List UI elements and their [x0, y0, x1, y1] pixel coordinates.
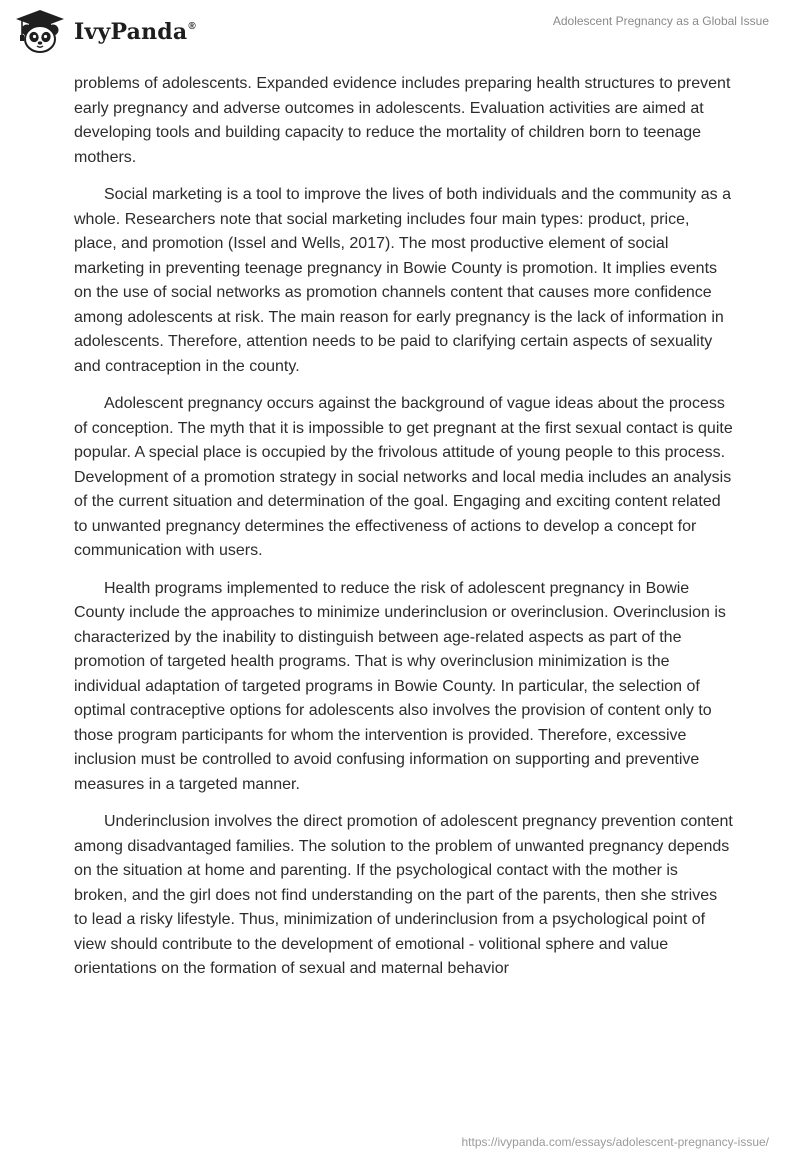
paragraph: Health programs implemented to reduce the risk of adolescent pregnancy in Bowie County include the approaches to minimize underinclusion or overinclusion. Overinclusion is characterized by the inability to distinguish between age-related aspects as part of the promotion of targeted health programs. That is why overinclusion minimization is the individual adaptation of targeted programs in Bowie County. In particular, the selection of optimal contraceptive options for adolescents also involves the provision of content only to those program participants for whom the intervention is provided. Therefore, excessive inclusion must be controlled to avoid confusing information on supporting and preventive measures in a targeted manner. — [74, 579, 726, 793]
paragraph: Social marketing is a tool to improve the lives of both individuals and the community as a whole. Researchers note that social marketing includes four main types: product, price, place, and promotion (Issel and Wells, 2017). The most productive element of social marketing in preventing teenage pregnancy in Bowie County is promotion. It implies events on the use of social networks as promotion channels content that causes more confidence among adolescents at risk. The main reason for early pregnancy is the lack of information in adolescents. Therefore, attention needs to be paid to clarifying certain aspects of sexuality and contraception in the county. — [74, 186, 731, 375]
source-url[interactable]: https://ivypanda.com/essays/adolescent-pregnancy-issue/ — [461, 1135, 769, 1149]
document-title: Adolescent Pregnancy as a Global Issue — [552, 14, 769, 28]
brand-name-text: IvyPanda — [74, 19, 188, 45]
paragraph: problems of adolescents. Expanded evidence includes preparing health structures to prevent early pregnancy and adverse outcomes in adolescents. Evaluation activities are aimed at developing tools and building capacity to reduce the mortality of children born to teenage mothers. — [74, 75, 731, 166]
paragraph: Underinclusion involves the direct promotion of adolescent pregnancy prevention content among disadvantaged families. The solution to the problem of unwanted pregnancy depends on the situation at home and parenting. If the psychological contact with the mother is broken, and the girl does not find understanding on the part of the parents, then she strives to lead a risky lifestyle. Thus, minimization of underinclusion from a psychological point of view should contribute to the development of emotional - volitional sphere and value orientations on the formation of sexual and maternal behavior — [74, 813, 733, 977]
page-header — [0, 0, 800, 70]
brand-name — [74, 19, 196, 45]
registered-mark: ® — [188, 20, 196, 32]
essay-body — [74, 72, 734, 995]
paragraph: Adolescent pregnancy occurs against the background of vague ideas about the process of conception. The myth that it is impossible to get pregnant at the first sexual contact is quite popular. A special place is occupied by the frivolous attitude of young people to this process. Development of a promotion strategy in social networks and local media includes an analysis of the current situation and determination of the goal. Engaging and exciting content related to unwanted pregnancy determines the effectiveness of actions to develop a concept for communication with users. — [74, 395, 733, 559]
brand-logo[interactable] — [14, 8, 196, 54]
panda-graduate-icon — [14, 8, 66, 54]
